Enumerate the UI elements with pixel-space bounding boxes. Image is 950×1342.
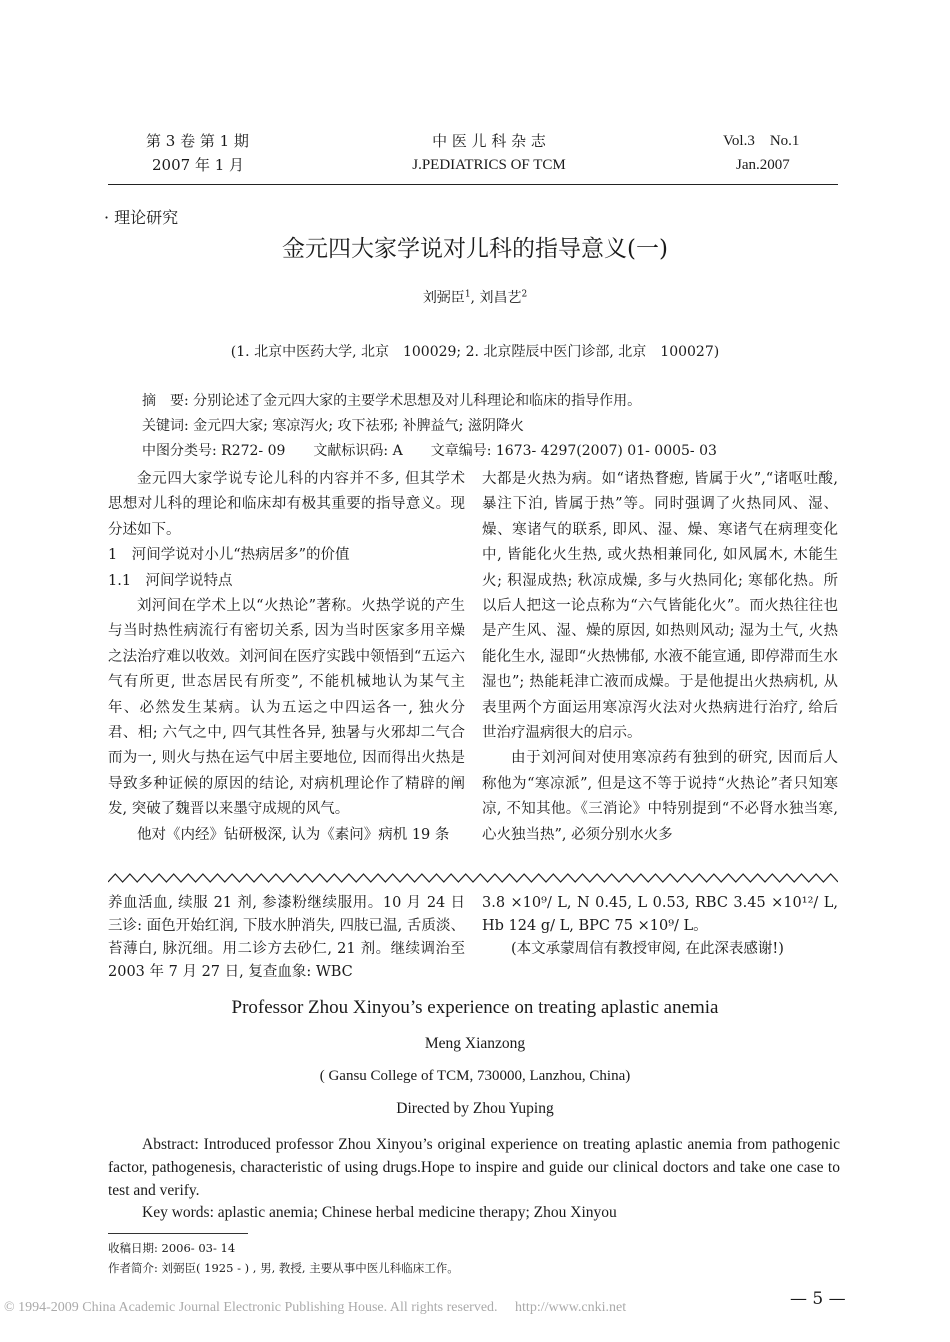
subsection-heading: 1.1 河间学说特点 — [108, 572, 233, 589]
received-date: 收稿日期: 2006- 03- 14 — [108, 1241, 236, 1255]
classification: 中图分类号: R272- 09 文献标识码: A 文章编号: 1673- 4297(2007) 01- 0005- 03 — [142, 443, 717, 459]
author-2: 刘昌艺 — [479, 290, 522, 306]
zigzag-separator — [108, 872, 838, 884]
english-keywords: Key words: aplastic anemia; Chinese herbal medicine therapy; Zhou Xinyou — [142, 1204, 617, 1221]
affiliation: (1. 北京中医药大学, 北京 100029; 2. 北京陛辰中医门诊部, 北京 100027) — [230, 344, 720, 360]
authors — [0, 287, 950, 307]
author-1-affil: 1 — [464, 289, 471, 300]
journal-volume-en: Vol.3 No.1 — [723, 133, 800, 149]
continued-left-text: 养血活血, 续服 21 剂, 参漆粉继续服用。10 月 24 日三诊: 面色开始红润, 下肢水肿消失, 四肢已温, 舌质淡、苔薄白, 脉沉细。用二诊方去砂仁, 21 剂。继续调治至 2003 年 7 月 27 日, 复查血象: WBC — [108, 895, 465, 980]
journal-name-cn: 中 医 儿 科 杂 志 — [432, 132, 546, 150]
journal-name-en: J.PEDIATRICS OF TCM — [412, 157, 566, 173]
body-paragraph: 由于刘河间对使用寒凉药有独到的研究, 因而后人称他为“寒凉派”, 但是这不等于说持“火热论”者只知寒凉, 不知其他。《三消论》中特别提到“不必肾水独当寒, 心火独当热”, 必须分别水火多 — [482, 750, 838, 843]
body-left-column — [108, 467, 465, 848]
copyright-watermark: © 1994-2009 China Academic Journal Electronic Publishing House. All rights reserved. http://www.cnki.net — [4, 1300, 627, 1315]
body-paragraph: 金元四大家学说专论儿科的内容并不多, 但其学术思想对儿科的理论和临床却有极其重要的指导意义。现分述如下。 — [108, 471, 465, 538]
author-bio: 作者简介: 刘弼臣( 1925 - ) , 男, 教授, 主要从事中医儿科临床工作。 — [108, 1261, 459, 1275]
abstract: 摘 要: 分别论述了金元四大家的主要学术思想及对儿科理论和临床的指导作用。 — [142, 393, 642, 409]
english-affiliation: ( Gansu College of TCM, 730000, Lanzhou, China) — [319, 1068, 631, 1084]
english-directed-by: Directed by Zhou Yuping — [396, 1100, 554, 1117]
keywords: 关键词: 金元四大家; 寒凉泻火; 攻下祛邪; 补脾益气; 滋阴降火 — [142, 418, 524, 434]
author-2-affil: 2 — [521, 289, 528, 300]
english-author: Meng Xianzong — [424, 1035, 526, 1052]
body-paragraph: 刘河间在学术上以“火热论”著称。火热学说的产生与当时热性病流行有密切关系, 因为当时医家多用辛燥之法治疗难以收效。刘河间在医疗实践中领悟到“五运六气有所更, 世态居民有所变”, 不能机械地认为某气主年、必然发生某病。认为五运之中四运各一, 独火分君、相; 六气之中, 四气其性各异, 独暑与火邪却二气合而为一, 则火与热在运气中居主要地位, 因而得出火热是导致多种证候的原因的结论, 对病机理论作了精辟的阐发, 突破了魏晋以来墨守成规的风气。 — [108, 598, 465, 818]
page-number: — 5 — — [790, 1289, 846, 1309]
blood-count-text: 3.8 ×10⁹/ L, N 0.45, L 0.53, RBC 3.45 ×10¹²/ L, Hb 124 g/ L, BPC 75 ×10⁹/ L。 — [482, 895, 838, 934]
english-abstract — [108, 1133, 840, 1202]
footnote-rule — [108, 1233, 248, 1234]
body-paragraph: 他对《内经》钻研极深, 认为《素问》病机 19 条 — [137, 826, 450, 843]
journal-date-en: Jan.2007 — [736, 157, 790, 173]
journal-volume: 第 3 卷 第 1 期 — [146, 132, 249, 150]
acknowledgement: (本文承蒙周信有教授审阅, 在此深表感谢!) — [511, 941, 784, 957]
english-title: Professor Zhou Xinyou’s experience on treating aplastic anemia — [231, 997, 719, 1018]
author-1: 刘弼臣 — [422, 290, 465, 306]
body-right-column — [482, 467, 838, 848]
body-paragraph: 大都是火热为病。如“诸热瞀瘛, 皆属于火”,“诸呕吐酸, 暴注下泊, 皆属于热”等。同时强调了火热同风、湿、燥、寒诸气的联系, 即风、湿、燥、寒诸气在病理变化中, 皆能化火生热, 或火热相兼同化, 如风属木, 木能生火; 积湿成热; 秋凉成燥, 多与火热同化; 寒郁化热。所以后人把这一论点称为“六气皆能化火”。而火热往往也是产生风、湿、燥的原因, 如热则风动; 湿为土气, 火热能化生水, 湿即“火热怫郁, 水液不能宣通, 即停滞而生水湿也”; 热能耗津亡液而成燥。于是他提出火热病机, 从表里两个方面运用寒凉泻火法对火热病进行治疗, 给后世治疗温病很大的启示。 — [482, 471, 838, 742]
header-rule — [108, 184, 838, 185]
journal-date: 2007 年 1 月 — [152, 156, 245, 174]
continued-right-text — [482, 892, 838, 961]
author-sep: , — [470, 290, 480, 306]
article-title: 金元四大家学说对儿科的指导意义(一) — [282, 236, 668, 262]
section-heading: 1 河间学说对小儿“热病居多”的价值 — [108, 547, 350, 564]
english-abstract-text: Abstract: Introduced professor Zhou Xinyou’s original experience on treating aplastic anemia from pathogenic factor, pathogenesis, characteristic of using drugs.Hope to inspire and guide our clinical doctors and take one case to test and verify. — [108, 1136, 840, 1199]
section-tag: · 理论研究 — [104, 208, 179, 227]
